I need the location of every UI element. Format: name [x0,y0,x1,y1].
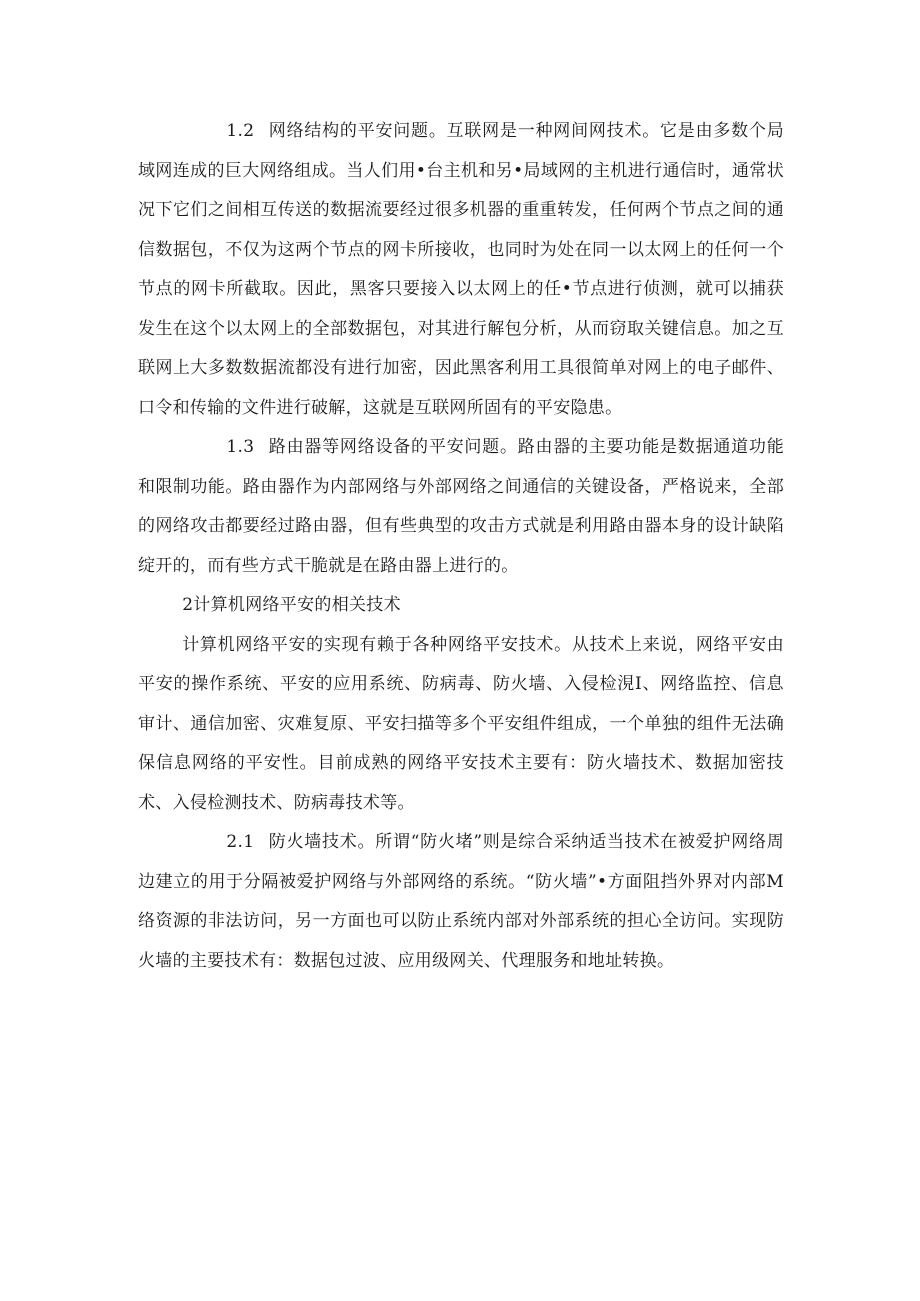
paragraph-text: 防火墙技术。所谓“防火堵”则是综合采纳适当技术在被爱护网络周边建立的用于分隔被爱护网络与外部网络的系统。“防火墙”•方面阻挡外界对内部M络资源的非法访问，另一方面也可以防止系统内部对外部系统的担心全访问。实现防火墙的主要技术有：数据包过波、应用级网关、代理服务和地址转换。 [138,832,784,971]
paragraph-1-2 [138,112,784,428]
heading-text: 2计算机网络平安的相关技术 [182,595,401,615]
paragraph-text: 路由器等网络设备的平安问题。路由器的主要功能是数据通道功能和限制功能。路由器作为内部网络与外部网络之间通信的关键设备，严格说来，全部的网络攻击都要经过路由器，但有些典型的攻击方式就是利用路由器本身的设计缺陷绽开的，而有些方式干脆就是在路由器上进行的。 [138,437,784,576]
paragraph-text: 计算机网络平安的实现有赖于各种网络平安技术。从技术上来说，网络平安由平安的操作系统、平安的应用系统、防病毒、防火墙、入侵检涀I、网络监控、信息审计、通信加密、灾难复原、平安扫描等多个平安组件组成，一个单独的组件无法确保信息网络的平安性。目前成熟的网络平安技术主要有：防火墙技术、数据加密技术、入侵检测技术、防病毒技术等。 [138,634,784,813]
section-number: 2.1 [226,832,255,852]
section-number: 1.3 [226,437,255,457]
section-number: 1.2 [226,121,255,141]
paragraph-intro-2 [138,626,784,824]
document-body [138,112,784,981]
paragraph-2-1 [138,823,784,981]
paragraph-text: 网络结构的平安问题。互联网是一种网间网技术。它是由多数个局域网连成的巨大网络组成。当人们用•台主机和另•局域网的主机进行通信时，通常状况下它们之间相互传送的数据流要经过很多机器的重重转发，任何两个节点之间的通信数据包，不仅为这两个节点的网卡所接收，也同时为处在同一以太网上的任何一个节点的网卡所截取。因此，黑客只要接入以太网上的任•节点进行侦测，就可以捕获发生在这个以太网上的全部数据包，对其进行解包分析，从而窃取关键信息。加之互联网上大多数数据流都没有进行加密，因此黑客利用工具很简单对网上的电子邮件、口令和传输的文件进行破解，这就是互联网所固有的平安隐患。 [138,121,784,418]
section-heading-2 [138,586,784,626]
paragraph-1-3 [138,428,784,586]
